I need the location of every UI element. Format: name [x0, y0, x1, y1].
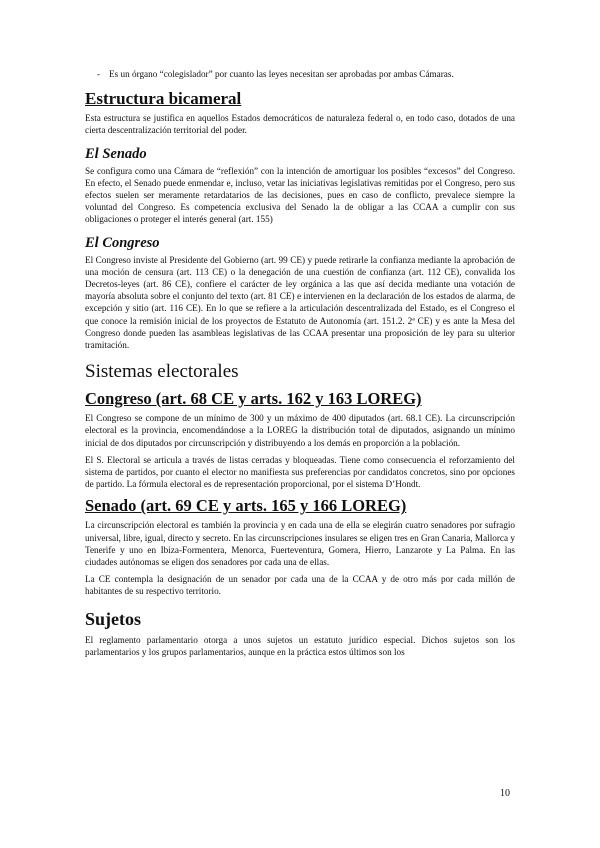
heading-senado-loreg: Senado (art. 69 CE y arts. 165 y 166 LOREG) [85, 496, 407, 516]
paragraph-congreso: El Congreso inviste al Presidente del Gobierno (art. 99 CE) y puede retirarle la confianza mediante la aprobación de una moción de censura (art. 113 CE) o la denegación de una cuestión de confianza (art. 112 CE), convalida los Decretos-leyes (art. 86 CE), confiere el carácter de ley orgánica a las que así decida mediante una votación de mayoría absoluta sobre el conjunto del texto (art. 81 CE) e intervienen en la declaración de los estados de alarma, de excepción y sitio (art. 116 CE). En lo que se refiere a la articulación descentralizada del Estado, es el Congreso el que conoce la remisión inicial de los proyectos de Estatuto de Autonomía (art. 151.2. 2ª CE) y es ante la Mesa del Congreso donde pueden las asambleas legislativas de las CCAA presentar una proposición de ley para su ulterior tramitación. [85, 254, 515, 351]
heading-sistemas-electorales: Sistemas electorales [85, 361, 239, 383]
paragraph-congreso-loreg-2: El S. Electoral se articula a través de listas cerradas y bloqueadas. Tiene como consecuencia el reforzamiento del sistema de partidos, por cuanto el elector no manifiesta sus preferencias por candidatos concretos, sino por opciones de partido. La fórmula electoral es de representación proporcional, por el sistema D’Hondt. [85, 454, 515, 490]
heading-el-senado: El Senado [85, 145, 147, 162]
paragraph-congreso-loreg-1: El Congreso se compone de un mínimo de 300 y un máximo de 400 diputados (art. 68.1 CE). La circunscripción electoral es la provincia, encomendándose a la LOREG la distribución total de diputados, asignando un mínimo inicial de dos diputados por circunscripción y distribuyendo a los demás en proporción a la población. [85, 413, 515, 448]
bullet-text: Es un órgano “colegislador” por cuanto las leyes necesitan ser aprobadas por ambas Cámaras. [109, 69, 454, 79]
heading-sujetos: Sujetos [85, 608, 142, 629]
page-number: 10 [500, 788, 510, 799]
bullet-mark: - [97, 69, 101, 79]
heading-congreso-loreg: Congreso (art. 68 CE y arts. 162 y 163 LOREG) [85, 389, 422, 409]
paragraph-senado: Se configura como una Cámara de “reflexión” con la intención de amortiguar los posibles “excesos” del Congreso. En efecto, el Senado puede enmendar e, incluso, vetar las iniciativas legislativas remitidas por el Congreso, pero sus efectos suelen ser meramente retardatarios de las decisiones, pues en caso de conflicto, prevalece siempre la voluntad del Congreso. Es competencia exclusiva del Senado la de obligar a las CCAA a cumplir con sus obligaciones o proteger el interés general (art. 155) [85, 165, 515, 225]
heading-estructura-bicameral: Estructura bicameral [85, 89, 242, 109]
heading-el-congreso: El Congreso [85, 234, 160, 251]
paragraph-senado-loreg-1: La circunscripción electoral es también la provincia y en cada una de ella se elegirán cuatro senadores por sufragio universal, libre, igual, directo y secreto. En las circunscripciones insulares se eligen tres en Gran Canaria, Mallorca y Tenerife y uno en Ibiza-Formentera, Menorca, Fuerteventura, Gomera, Hierro, Lanzarote y La Palma. En las ciudades autónomas se eligen dos senadores por cada una de ellas. [85, 520, 515, 568]
paragraph-estructura: Esta estructura se justifica en aquellos Estados democráticos de naturaleza federal o, en todo caso, dotados de una cierta descentralización territorial del poder. [85, 113, 515, 136]
paragraph-senado-loreg-2: La CE contempla la designación de un senador por cada una de la CCAA y de otro más por cada millón de habitantes de su respectivo territorio. [85, 574, 515, 597]
document-page [85, 68, 515, 658]
paragraph-sujetos: El reglamento parlamentario otorga a unos sujetos un estatuto jurídico especial. Dichos sujetos son los parlamentarios y los grupos parlamentarios, aunque en la práctica estos últimos son los [85, 634, 515, 657]
bullet-item [85, 68, 515, 80]
